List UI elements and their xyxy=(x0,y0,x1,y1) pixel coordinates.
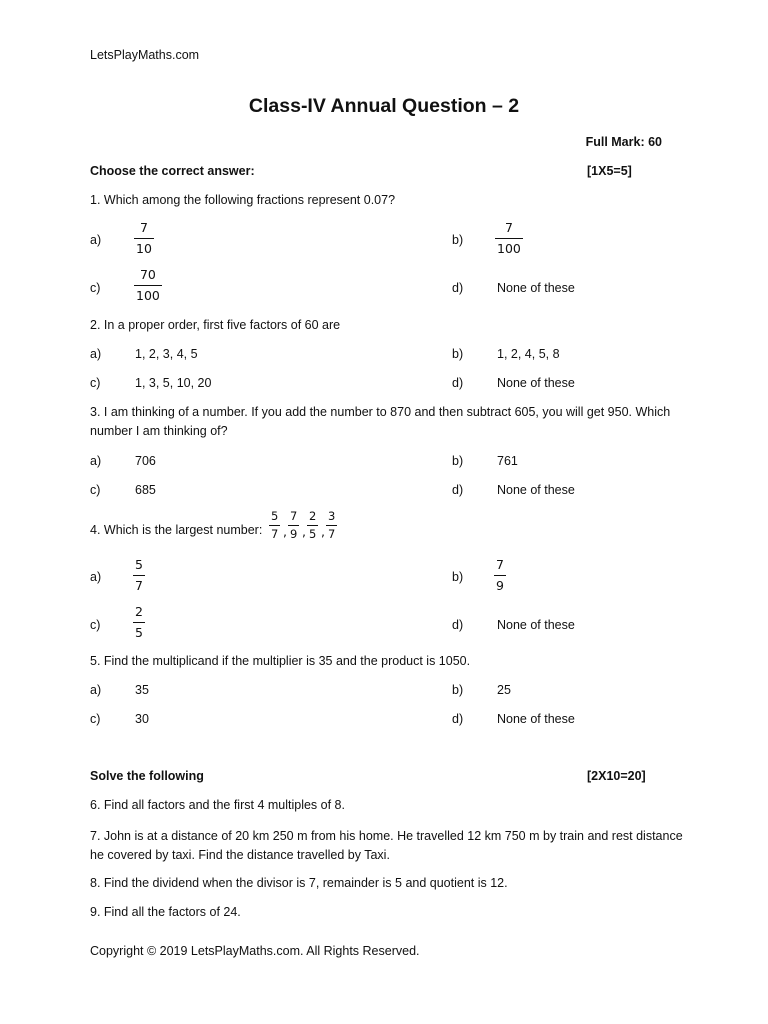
option-text: 30 xyxy=(135,712,149,726)
option-label: a) xyxy=(90,233,102,247)
page-title: Class-IV Annual Question – 2 xyxy=(248,95,520,117)
question-9-text: 9. Find all the factors of 24. xyxy=(90,905,241,919)
fraction-option-b xyxy=(495,220,523,257)
fraction-bar xyxy=(133,575,145,576)
denominator: 7 xyxy=(271,527,279,541)
question-6-text: 6. Find all factors and the first 4 multiples of 8. xyxy=(90,798,345,812)
site-name: LetsPlayMaths.com xyxy=(90,48,200,62)
option-text: 25 xyxy=(497,683,511,697)
numerator: 7 xyxy=(290,509,298,523)
section-b-marks: [2X10=20] xyxy=(587,769,646,783)
fraction-option-a xyxy=(134,220,154,257)
option-label: c) xyxy=(90,483,101,497)
option-text: 706 xyxy=(135,454,156,468)
option-text: None of these xyxy=(497,483,575,497)
question-5-text: 5. Find the multiplicand if the multiplier is 35 and the product is 1050. xyxy=(90,654,471,668)
numerator: 2 xyxy=(135,604,143,619)
option-text: 1, 2, 3, 4, 5 xyxy=(135,347,198,361)
option-label: a) xyxy=(90,570,102,584)
option-label: b) xyxy=(452,570,464,584)
inline-fraction xyxy=(269,510,280,541)
option-text: None of these xyxy=(497,376,575,390)
denominator: 7 xyxy=(135,578,143,593)
question-2-text: 2. In a proper order, first five factors of 60 are xyxy=(90,318,341,332)
fraction-bar xyxy=(134,285,162,286)
numerator: 70 xyxy=(139,267,156,282)
numerator: 7 xyxy=(139,220,148,235)
numerator: 5 xyxy=(135,557,143,572)
option-label: c) xyxy=(90,618,101,632)
question-7-text: 7. John is at a distance of 20 km 250 m from his home. He travelled 12 km 750 m by train and rest distance he covered by taxi. Find the distance travelled by Taxi. xyxy=(90,829,683,862)
option-label: d) xyxy=(452,712,464,726)
option-label: a) xyxy=(90,683,102,697)
fraction-bar xyxy=(307,525,318,526)
denominator: 100 xyxy=(136,288,160,303)
fraction-option-a xyxy=(133,557,145,594)
fraction-option-c xyxy=(134,267,162,304)
question-4-text: 4. Which is the largest number: xyxy=(90,523,263,537)
inline-fraction xyxy=(288,510,299,541)
option-label: b) xyxy=(452,347,464,361)
separator: , xyxy=(283,524,287,539)
option-text: None of these xyxy=(497,281,575,295)
option-text: 35 xyxy=(135,683,149,697)
option-text: 1, 2, 4, 5, 8 xyxy=(497,347,560,361)
option-label: c) xyxy=(90,712,101,726)
numerator: 7 xyxy=(504,220,513,235)
denominator: 10 xyxy=(136,241,152,256)
denominator: 5 xyxy=(135,625,143,640)
option-text: None of these xyxy=(497,712,575,726)
full-mark: Full Mark: 60 xyxy=(585,135,662,149)
denominator: 5 xyxy=(309,527,317,541)
fraction-bar xyxy=(134,238,154,239)
section-a-heading: Choose the correct answer: xyxy=(90,164,255,178)
inline-fraction xyxy=(326,510,337,541)
fraction-bar xyxy=(133,622,145,623)
question-3-text: 3. I am thinking of a number. If you add the number to 870 and then subtract 605, you will get 950. Which number I am thinking of? xyxy=(90,405,671,438)
option-text: 1, 3, 5, 10, 20 xyxy=(135,376,212,390)
fraction-option-b xyxy=(494,557,506,594)
option-label: b) xyxy=(452,683,464,697)
numerator: 5 xyxy=(271,509,279,523)
denominator: 9 xyxy=(496,578,504,593)
denominator: 7 xyxy=(328,527,336,541)
option-label: c) xyxy=(90,376,101,390)
question-8-text: 8. Find the dividend when the divisor is 7, remainder is 5 and quotient is 12. xyxy=(90,876,508,890)
fraction-bar xyxy=(326,525,337,526)
fraction-bar xyxy=(494,575,506,576)
section-b-heading: Solve the following xyxy=(90,769,204,783)
denominator: 9 xyxy=(290,527,298,541)
fraction-option-c xyxy=(133,604,145,641)
section-a-marks: [1X5=5] xyxy=(587,164,632,178)
fraction-bar xyxy=(495,238,523,239)
numerator: 3 xyxy=(328,509,336,523)
copyright-notice: Copyright © 2019 LetsPlayMaths.com. All Rights Reserved. xyxy=(90,944,420,958)
option-label: b) xyxy=(452,233,464,247)
numerator: 2 xyxy=(309,509,317,523)
option-label: d) xyxy=(452,281,464,295)
option-label: a) xyxy=(90,454,102,468)
option-label: d) xyxy=(452,618,464,632)
fraction-bar xyxy=(288,525,299,526)
option-label: d) xyxy=(452,483,464,497)
inline-fraction xyxy=(307,510,318,541)
option-label: a) xyxy=(90,347,102,361)
option-label: b) xyxy=(452,454,464,468)
numerator: 7 xyxy=(496,557,504,572)
denominator: 100 xyxy=(497,241,521,256)
fraction-bar xyxy=(269,525,280,526)
option-label: c) xyxy=(90,281,101,295)
option-text: 761 xyxy=(497,454,518,468)
option-text: None of these xyxy=(497,618,575,632)
separator: , xyxy=(302,524,306,539)
option-label: d) xyxy=(452,376,464,390)
question-1-text: 1. Which among the following fractions represent 0.07? xyxy=(90,193,396,207)
separator: , xyxy=(321,524,325,539)
option-text: 685 xyxy=(135,483,156,497)
